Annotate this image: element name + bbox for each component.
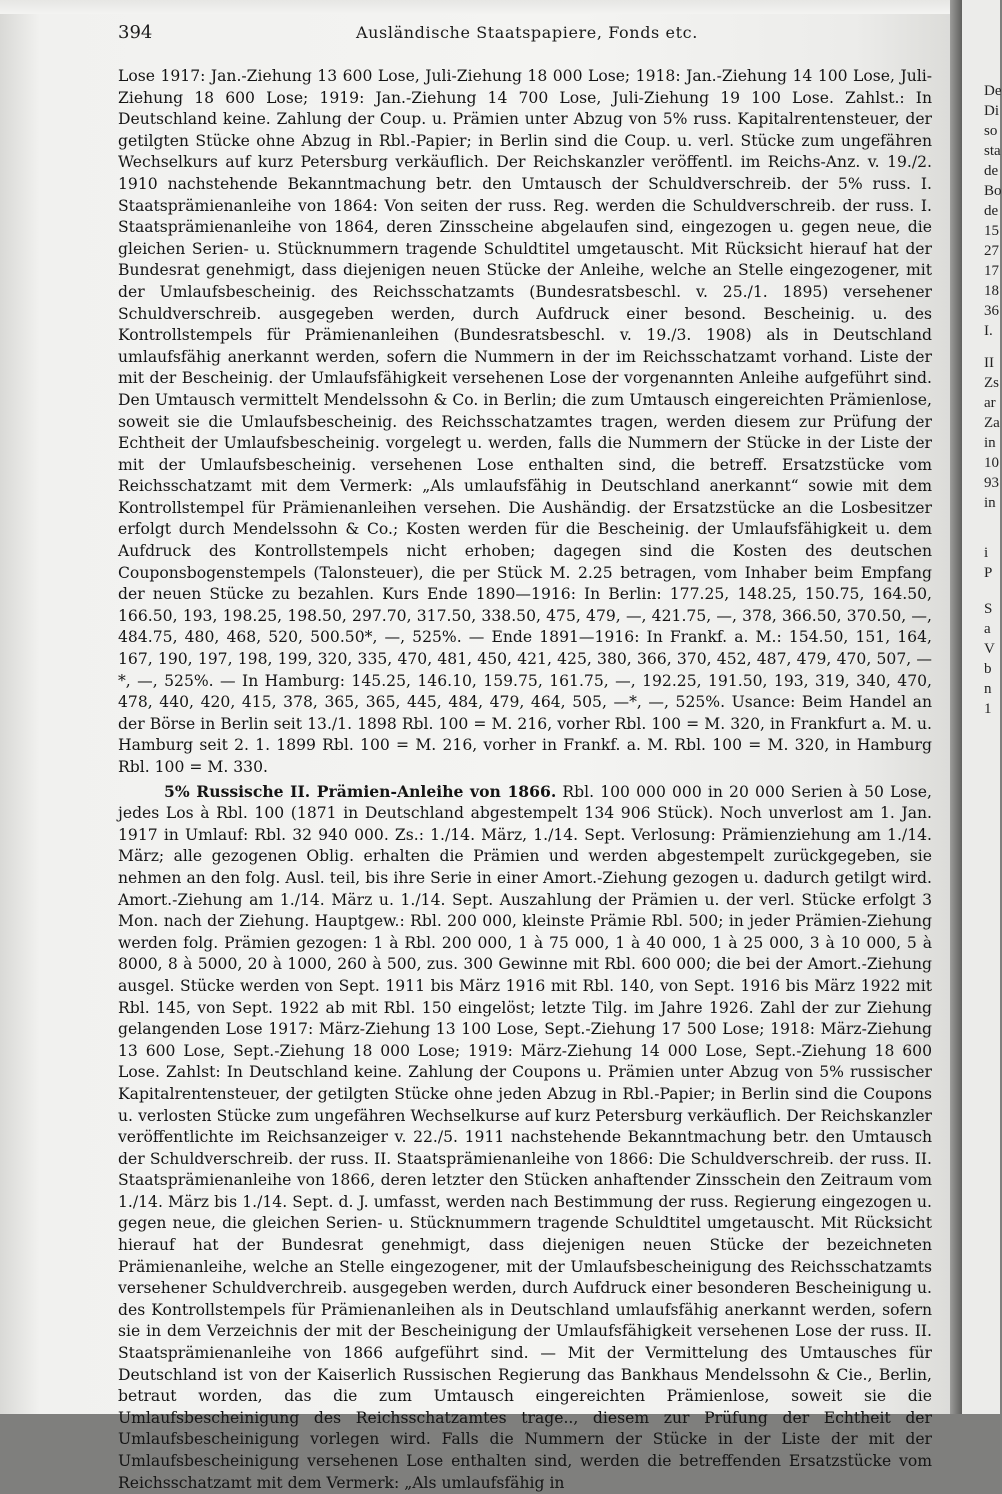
section-heading: 5% Russische II. Prämien-Anleihe von 1866. [164,781,557,801]
facing-page-fragment: De [984,83,1002,99]
facing-page-edge [962,0,1000,1414]
facing-page-fragment: Zs [984,375,999,391]
facing-page-fragment: 17 [984,263,999,279]
facing-page-fragment: de [984,203,999,219]
facing-page-fragment: 93 [984,475,999,491]
facing-page-fragment: n [984,681,992,697]
paragraph-text: Lose 1917: Jan.-Ziehung 13 600 Lose, Juli-Ziehung 18 000 Lose; 1918: Jan.-Ziehung 14 100 Lose, Juli-Ziehung 18 600 Lose; 1919: Jan.-Ziehung 14 700 Lose, Juli-Ziehung 19 100 Lose. Zahlst.: In Deutschland keine. Zahlung der Coup. u. Prämien unter Abzug von 5% russ. Kapitalrentensteuer, der getilgten Stücke ohne Abzug in Rbl.-Papier; in Berlin sind die Coup. u. verl. Stücke zum ungefähren Wechselkurs auf kurz Petersburg verkäuflich. Der Reichskanzler veröffentl. im Reichs-Anz. v. 19./2. 1910 nachstehende Bekanntmachung betr. den Umtausch der Schuldverschreib. der 5% russ. I. Staatsprämienanleihe von 1864: Von seiten der russ. Reg. werden die Schuldverschreib. der russ. I. Staatsprämienanleihe von 1864, deren Zinsscheine abgelaufen sind, eingezogen u. gegen neue, die gleichen Serien- u. Stücknummern tragende Schuldtitel umgetauscht. Mit Rücksicht hierauf hat der Bundesrat genehmigt, dass diejenigen neuen Stücke der Anleihe, welche an Stelle eingezogener, mit der Umlaufsbescheinig. des Reichsschatzamts (Bundesratsbeschl. v. 25./1. 1895) versehener Schuldverschreib. ausgegeben werden, durch Aufdruck einer besond. Bescheinig. u. des Kontrollstempels für Prämienanleihen (Bundesratsbeschl. v. 19./3. 1908) als in Deutschland umlaufsfähig anerkannt werden, sofern die Nummern in der im Reichsschatzamt vorhand. Liste der mit der Bescheinig. der Umlaufsfähigkeit versehenen Lose der vorgenannten Anleihe aufgeführt sind. Den Umtausch vermittelt Mendelssohn & Co. in Berlin; die zum Umtausch eingereichten Prämienlose, soweit sie die Umlaufsbescheinig. des Reichsschatzamtes tragen, werden diesem zur Prüfung der Echtheit der Umlaufsbescheinig. vorgelegt u. werden, falls die Nummern der Stücke in der Liste der mit der Umlaufsbescheinig. versehenen Lose enthalten sind, die betreff. Ersatzstücke vom Reichsschatzamt mit dem Vermerk: „Als umlaufsfähig in Deutschland anerkannt“ sowie mit dem Kontrollstempel für Prämienanleihen versehen. Die Aushändig. der Ersatzstücke an die Losbesitzer erfolgt durch Mendelssohn & Co.; Kosten werden für die Bescheinig. der Umlaufsfähigkeit u. dem Aufdruck des Kontrollstempels nicht erhoben; dagegen sind die Kosten des deutschen Couponsbogenstempels (Talonsteuer), die per Stück M. 2.25 betragen, vom Inhaber beim Empfang der neuen Stücke zu bezahlen. Kurs Ende 1890—1916: In Berlin: 177.25, 148.25, 150.75, 164.50, 166.50, 193, 198.25, 198.50, 297.70, 317.50, 338.50, 475, 479, —, 421.75, —, 378, 366.50, 370.50, —, 484.75, 480, 468, 520, 500.50*, —, 525%. — Ende 1891—1916: In Frankf. a. M.: 154.50, 151, 164, 167, 190, 197, 198, 199, 320, 335, 470, 481, 450, 421, 425, 380, 366, 370, 452, 487, 479, 470, 507, —*, —, 525%. — In Hamburg: 145.25, 146.10, 159.75, 161.75, —, 192.25, 191.50, 193, 319, 340, 470, 478, 440, 420, 415, 378, 365, 365, 445, 484, 479, 464, 505, —*, —, 525%. Usance: Beim Handel an der Börse in Berlin seit 13./1. 1898 Rbl. 100 = M. 216, vorher Rbl. 100 = M. 320, in Frankfurt a. M. u. Hamburg seit 2. 1. 1899 Rbl. 100 = M. 216, vorher in Frankf. a. M. Rbl. 100 = M. 320, in Hamburg Rbl. 100 = M. 330. [118,67,932,776]
facing-page-fragment: Bo [984,183,1002,199]
facing-page-fragment: 36 [984,303,999,319]
page-number: 394 [118,22,153,43]
page-body [118,66,932,1494]
page-header [118,22,938,46]
facing-page-fragment: in [984,495,996,511]
scan-top-edge [0,0,1000,14]
facing-page-fragment: 27 [984,243,999,259]
facing-page-fragment: so [984,123,998,139]
facing-page-fragment: P [984,565,993,581]
facing-page-fragment: de [984,163,999,179]
paragraph-1866-loan [118,781,932,1494]
facing-page-fragment: Di [984,103,999,119]
facing-page-fragment: 1 [984,701,992,717]
facing-page-fragment: II [984,355,994,371]
facing-page-fragment: in [984,435,996,451]
facing-page-fragment: Za [984,415,1000,431]
facing-page-fragment: I. [984,323,993,339]
facing-page-fragment: 10 [984,455,999,471]
facing-page-fragment: 18 [984,283,999,299]
running-title: Ausländische Staatspapiere, Fonds etc. [356,23,698,42]
facing-page-fragment: a [984,621,991,637]
facing-page-fragment: 15 [984,223,999,239]
facing-page-fragment: V [984,641,995,657]
paragraph-text: Rbl. 100 000 000 in 20 000 Serien à 50 Lose, jedes Los à Rbl. 100 (1871 in Deutschland abgestempelt 134 906 Stück). Noch unverlost am 1. Jan. 1917 in Umlauf: Rbl. 32 940 000. Zs.: 1./14. März, 1./14. Sept. Verlosung: Prämienziehung am 1./14. März; alle gezogenen Oblig. erhalten die Prämien und werden abgestempelt zurückgegeben, sie nehmen an den folg. Ausl. teil, bis ihre Serie in einer Amort.-Ziehung gezogen u. dadurch getilgt wird. Amort.-Ziehung am 1./14. März u. 1./14. Sept. Auszahlung der Prämien u. der verl. Stücke erfolgt 3 Mon. nach der Ziehung. Hauptgew.: Rbl. 200 000, kleinste Prämie Rbl. 500; in jeder Prämien-Ziehung werden folg. Prämien gezogen: 1 à Rbl. 200 000, 1 à 75 000, 1 à 40 000, 1 à 25 000, 3 à 10 000, 5 à 8000, 8 à 5000, 20 à 1000, 260 à 500, zus. 300 Gewinne mit Rbl. 600 000; die bei der Amort.-Ziehung ausgel. Stücke werden von Sept. 1911 bis März 1916 mit Rbl. 140, von Sept. 1916 bis März 1922 mit Rbl. 145, von Sept. 1922 ab mit Rbl. 150 eingelöst; letzte Tilg. im Jahre 1926. Zahl der zur Ziehung gelangenden Lose 1917: März-Ziehung 13 100 Lose, Sept.-Ziehung 17 500 Lose; 1918: März-Ziehung 13 600 Lose, Sept.-Ziehung 18 000 Lose; 1919: März-Ziehung 14 000 Lose, Sept.-Ziehung 18 600 Lose. Zahlst: In Deutschland keine. Zahlung der Coupons u. Prämien unter Abzug von 5% russischer Kapitalrentensteuer, der getilgten Stücke ohne jeden Abzug in Rbl.-Papier; in Berlin sind die Coupons u. verlosten Stücke zum ungefähren Wechselkurse auf kurz Petersburg verkäuflich. Der Reichskanzler veröffentlichte im Reichsanzeiger v. 22./5. 1911 nachstehende Bekanntmachung betr. den Umtausch der Schuldverschreib. der russ. II. Staatsprämienanleihe von 1866: Die Schuldverschreib. der russ. II. Staatsprämienanleihe von 1866, deren letzter den Stücken anhaftender Zinsschein den Zeitraum vom 1./14. März bis 1./14. Sept. d. J. umfasst, werden nach Bestimmung der russ. Regierung eingezogen u. gegen neue, die gleichen Serien- u. Stücknummern tragende Schuldtitel umgetauscht. Mit Rücksicht hierauf hat der Bundesrat genehmigt, dass diejenigen neuen Stücke der bezeichneten Prämienanleihe, welche an Stelle eingezogener, mit der Umlaufsbescheinigung des Reichsschatzamts versehener Schuldverchreib. ausgegeben werden, durch Aufdruck einer besonderen Bescheinigung u. des Kontrollstempels für Prämienanleihen als in Deutschland umlaufsfähig anerkannt werden, sofern sie in dem Verzeichnis der mit der Bescheinigung der Umlaufsfähigkeit versehenen Lose der russ. II. Staatsprämienanleihe von 1866 aufgeführt sind. — Mit der Vermittelung des Umtausches für Deutschland ist von der Kaiserlich Russischen Regierung das Bankhaus Mendelssohn & Cie., Berlin, betraut worden, das die zum Umtausch eingereichten Prämienlose, soweit sie die Umlaufsbescheinigung des Reichsschatzamtes trage.., diesem zur Prüfung der Echtheit der Umlaufsbescheinigung vorlegen wird. Falls die Nummern der Stücke in der Liste der mit der Umlaufsbescheinigung versehenen Lose enthalten sind, werden die betreffenden Ersatzstücke vom Reichsschatzamt mit dem Vermerk: „Als umlaufsfähig in [118,782,932,1492]
facing-page-fragment: ar [984,395,996,411]
facing-page-fragment: sta [984,143,1001,159]
paragraph-1864-loan-continuation [118,66,932,779]
book-gutter [950,0,962,1414]
facing-page-fragment: i [984,545,989,561]
facing-page-fragment: b [984,661,992,677]
facing-page-fragment: S [984,601,993,617]
